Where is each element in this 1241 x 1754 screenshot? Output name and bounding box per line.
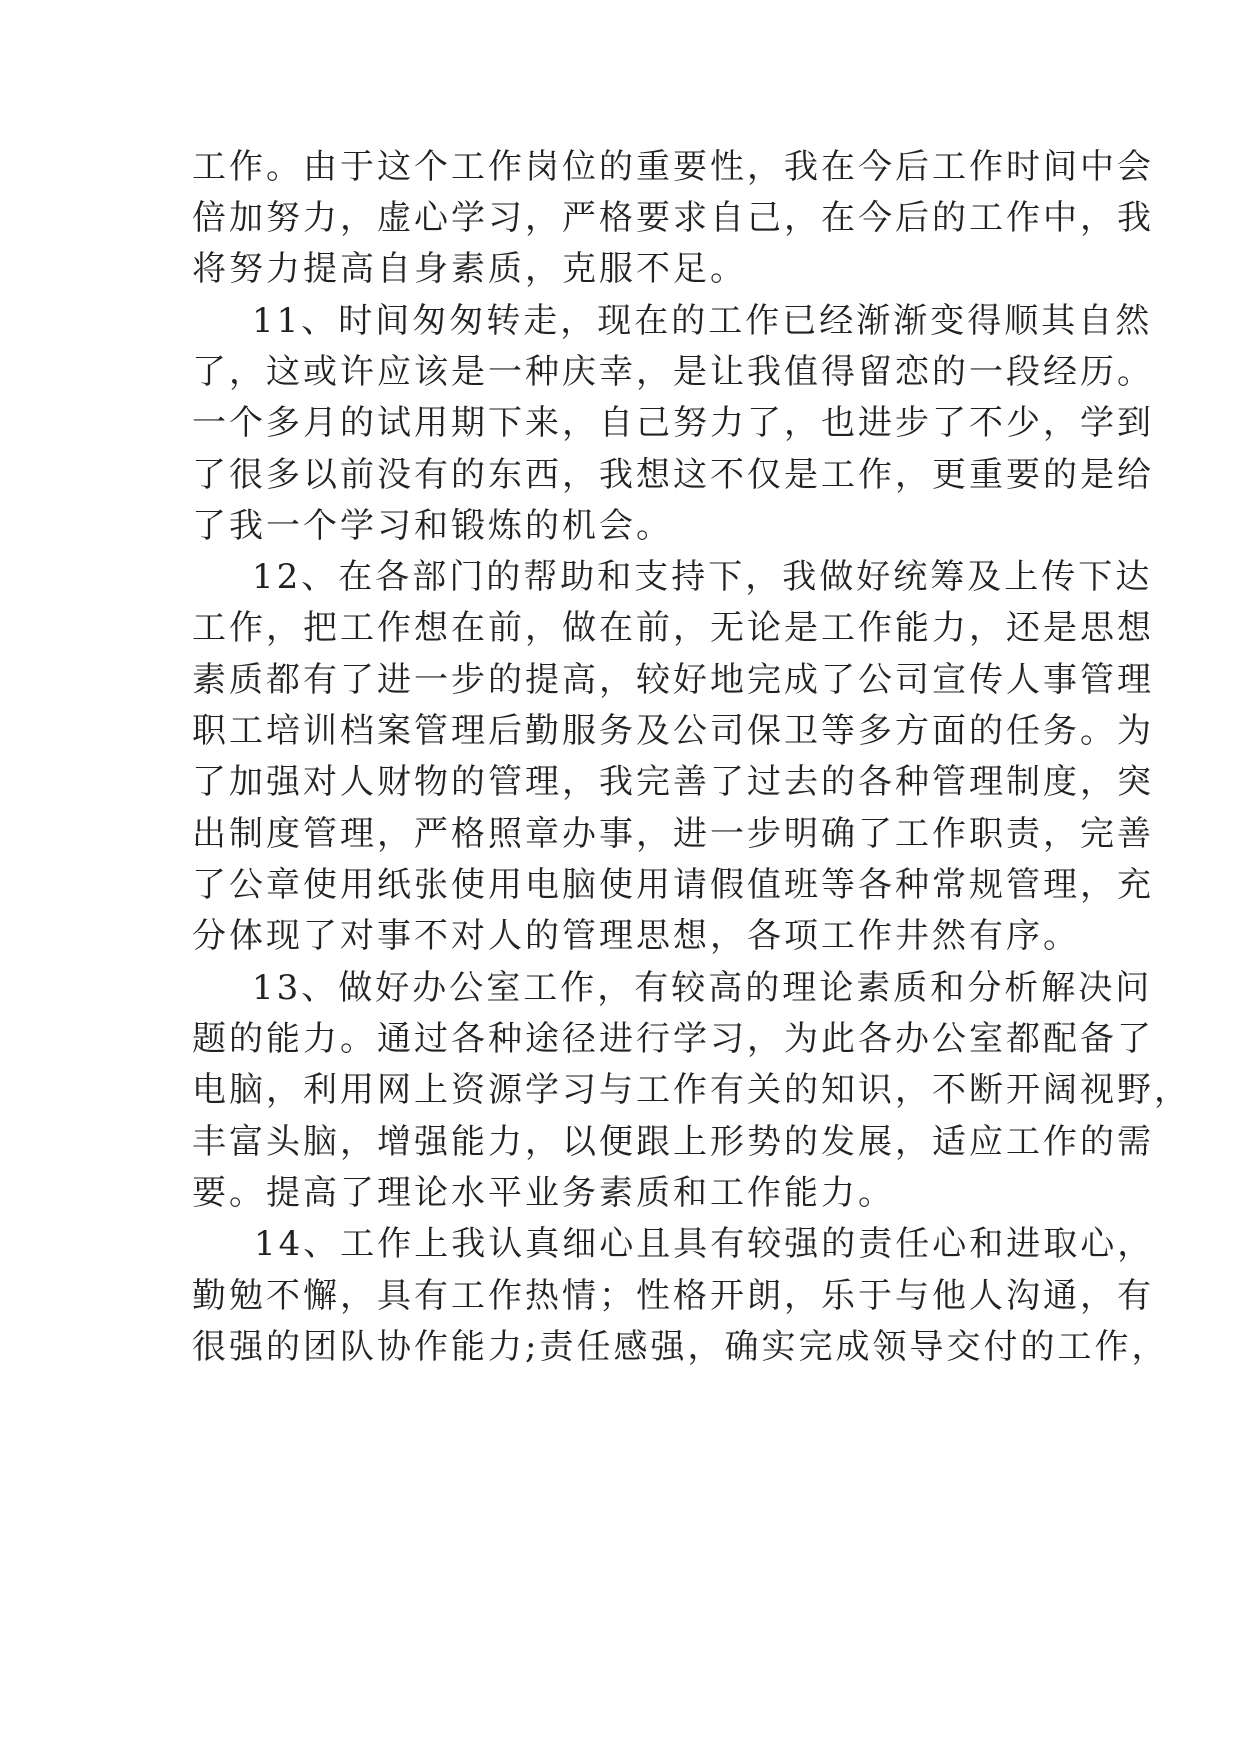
- paragraph-12-first-line: 12、在各部门的帮助和支持下，我做好统筹及上传下达: [252, 557, 1153, 597]
- text-line: 了公章使用纸张使用电脑使用请假值班等各种常规管理，充: [192, 865, 1154, 905]
- text-line: 倍加努力，虚心学习，严格要求自己，在今后的工作中，我: [192, 198, 1154, 238]
- text-line: 工作。由于这个工作岗位的重要性，我在今后工作时间中会: [192, 147, 1154, 187]
- paragraph-13-first-line: 13、做好办公室工作，有较高的理论素质和分析解决问: [252, 968, 1153, 1008]
- text-line: 职工培训档案管理后勤服务及公司保卫等多方面的任务。为: [192, 711, 1154, 751]
- text-line: 出制度管理，严格照章办事，进一步明确了工作职责，完善: [192, 814, 1154, 854]
- text-line: 题的能力。通过各种途径进行学习，为此各办公室都配备了: [192, 1019, 1154, 1059]
- text-line: 工作，把工作想在前，做在前，无论是工作能力，还是思想: [192, 608, 1154, 648]
- text-line: 勤勉不懈，具有工作热情；性格开朗，乐于与他人沟通，有: [192, 1276, 1154, 1316]
- text-line: 丰富头脑，增强能力，以便跟上形势的发展，适应工作的需: [192, 1122, 1154, 1162]
- text-line: 将努力提高自身素质，克服不足。: [192, 249, 747, 289]
- text-line: 了加强对人财物的管理，我完善了过去的各种管理制度，突: [192, 762, 1154, 802]
- text-line: 很强的团队协作能力;责任感强，确实完成领导交付的工作，: [192, 1327, 1169, 1367]
- text-line: 了我一个学习和锻炼的机会。: [192, 506, 673, 546]
- text-line: 分体现了对事不对人的管理思想，各项工作井然有序。: [192, 916, 1080, 956]
- paragraph-14-first-line: 14、工作上我认真细心且具有较强的责任心和进取心，: [254, 1224, 1155, 1264]
- text-line: 一个多月的试用期下来，自己努力了，也进步了不少，学到: [192, 403, 1154, 443]
- text-line: 素质都有了进一步的提高，较好地完成了公司宣传人事管理: [192, 660, 1154, 700]
- text-line: 了，这或许应该是一种庆幸，是让我值得留恋的一段经历。: [192, 352, 1154, 392]
- text-line: 了很多以前没有的东西，我想这不仅是工作，更重要的是给: [192, 455, 1154, 495]
- text-line: 电脑，利用网上资源学习与工作有关的知识，不断开阔视野，: [192, 1070, 1191, 1110]
- text-line: 要。提高了理论水平业务素质和工作能力。: [192, 1173, 895, 1213]
- paragraph-11-first-line: 11、时间匆匆转走，现在的工作已经渐渐变得顺其自然: [252, 301, 1153, 341]
